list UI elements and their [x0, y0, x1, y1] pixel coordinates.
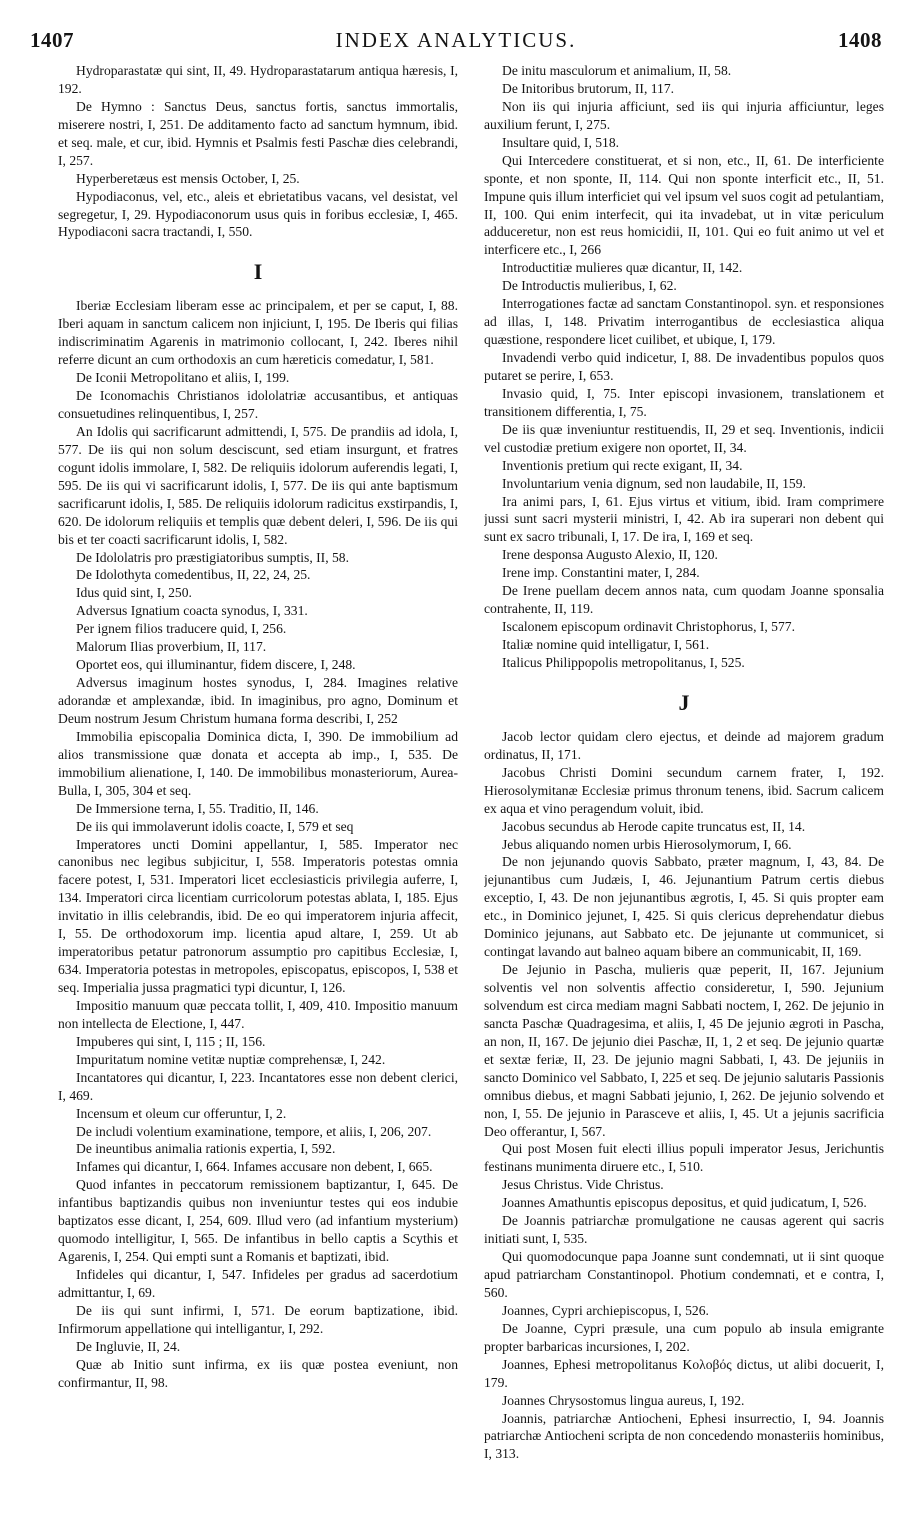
- index-entry: Jebus aliquando nomen urbis Hierosolymorum, I, 66.: [502, 836, 792, 852]
- index-entry: Imperatores uncti Domini appellantur, I, 585. Imperator nec canonibus nec legibus subjicitur, I, 558. Imperatoris potestas omnia facere potest, I, 531. Imperatori licet ecclesiasticis privilegia auferre, I, 134. Imperatori circa licentiam curricolorum potestas ablata, I, 185. Ejus invitatio in illis celebrandis, ibid. De eo qui imperatorem injuria affecit, I, 55. De orthodoxorum imp. licentia apud altare, I, 259. Ut ab imperatoribus petatur patronorum assumptio pro capitibus Ecclesiæ, I, 634. Imperatoria potestas in metropoles, episcopatus, episcopos, I, 538 et seq. Imperialia jussa pragmatici typi dicuntur, I, 126.: [58, 836, 458, 995]
- index-entry: Irene desponsa Augusto Alexio, II, 120.: [502, 547, 718, 563]
- right-column: [484, 62, 884, 1520]
- index-entry: De Introductis mulieribus, I, 62.: [502, 278, 677, 294]
- left-column: [58, 62, 458, 1520]
- index-entry: De Jejunio in Pascha, mulieris quæ peperit, II, 167. Jejunium solventis vel non solventis affectio consideretur, I, 590. Jejunium solvendum est circa mediam magni Sabbati noctem, I, 262. De jejunio in sancta Paschæ Quadragesima, et aliis, I, 45 De jejunio ægroti in Pascha, an non, II, 167. De jejunio diei Paschæ, II, 1, 2 et seq. De jejunio quartæ et sextæ feriæ, II, 23. De jejunio magni Sabbati, I, 43. De jejuniis in sancto Dominico vel Sabbato, I, 225 et seq. De jejunio salutaris Passionis omnibus diebus, et magni Sabbati jejunio, I, 262. De jejunio solvendo et non, I, 55. De jejunio in Parasceve et aliis, I, 45. Ut a jejunis sacrificia Deo offerantur, I, 567.: [484, 962, 884, 1139]
- right-page-number: 1408: [838, 28, 882, 52]
- index-entry: Italiæ nomine quid intelligatur, I, 561.: [502, 637, 710, 652]
- index-entry: Quod infantes in peccatorum remissionem baptizantur, I, 645. De infantibus baptizandis quibus non inveniuntur testes qui eos indubie baptizatos esse dicant, I, 254, 609. Illud vero (ad infantium mysterium) quomodo intelligitur, I, 565. De infantibus in bello captis a Scythis et Agarenis, I, 254. Qui empti sunt a Romanis et baptizati, ibid.: [58, 1177, 458, 1265]
- index-entry: Hyperberetæus est mensis October, I, 25.: [76, 170, 300, 186]
- index-entry: De Initoribus brutorum, II, 117.: [502, 80, 675, 96]
- index-entry: Infames qui dicantur, I, 664. Infames accusare non debent, I, 665.: [76, 1159, 433, 1175]
- index-entry: Qui quomodocunque papa Joanne sunt condemnati, ut ii sint quoque apud patriarcham Constantinopol. Photium condemnati, et e contra, I, 560.: [484, 1249, 884, 1300]
- index-entry: Ira animi pars, I, 61. Ejus virtus et vitium, ibid. Iram comprimere jussi sunt sacri mysterii ministri, I, 42. Ab ira superari non debent qui sunt ex sacro tribunali, I, 17. De ira, I, 169 et seq.: [484, 493, 884, 545]
- index-entry: Iscalonem episcopum ordinavit Christophorus, I, 577.: [502, 619, 795, 635]
- index-entry: Per ignem filios traducere quid, I, 256.: [76, 621, 287, 637]
- index-entry: De initu masculorum et animalium, II, 58.: [502, 63, 732, 78]
- index-entry: Quæ ab Initio sunt infirma, ex iis quæ postea eveniunt, non confirmantur, II, 98.: [58, 1356, 458, 1390]
- index-entry: De Irene puellam decem annos nata, cum quodam Joanne sponsalia contrahente, II, 119.: [484, 583, 884, 617]
- index-entry: Irene imp. Constantini mater, I, 284.: [502, 565, 700, 581]
- index-entry: Introductitiæ mulieres quæ dicantur, II, 142.: [502, 260, 743, 276]
- index-entry: Oportet eos, qui illuminantur, fidem discere, I, 248.: [76, 657, 356, 673]
- index-entry: Insultare quid, I, 518.: [502, 134, 620, 150]
- index-entry: De Joanne, Cypri præsule, una cum populo ab insula emigrante propter barbaricas incursiones, I, 202.: [484, 1320, 884, 1354]
- index-entry: Inventionis pretium qui recte exigant, II, 34.: [502, 457, 743, 473]
- index-entry: De non jejunando quovis Sabbato, præter magnum, I, 43, 84. De jejunantibus cum Judæis, I, 46. Jejunantium Patrum certis diebus exceptio, I, 43. De non jejunantibus ægrotis, I, 45. Si quis propter eam etc., in Dominico jejunet, I, 425. Si quis clericus deprehendatur diebus Dominico jejunans, aut Sabbato etc. De jejunante ut communicet, si contingat lavando aut balneo aquam bibere an communicabit, II, 169.: [484, 854, 884, 960]
- index-entry: Impuritatum nomine vetitæ nuptiæ comprehensæ, I, 242.: [76, 1051, 386, 1067]
- index-entry: De iis qui immolaverunt idolis coacte, I, 579 et seq: [76, 818, 354, 834]
- index-entry: Adversus Ignatium coacta synodus, I, 331.: [76, 603, 308, 619]
- index-entry: De Ingluvie, II, 24.: [76, 1338, 181, 1354]
- index-entry: Joannes, Ephesi metropolitanus Κολοβός dictus, ut alibi docuerit, I, 179.: [484, 1356, 884, 1390]
- section-letter: I: [253, 259, 263, 285]
- index-entry: Incantatores qui dicantur, I, 223. Incantatores esse non debent clerici, I, 469.: [58, 1069, 458, 1103]
- index-entry: Malorum Ilias proverbium, II, 117.: [76, 639, 267, 655]
- two-column-body: [58, 62, 884, 1520]
- page-header: [30, 28, 882, 58]
- index-entry: De Hymno : Sanctus Deus, sanctus fortis, sanctus immortalis, miserere nostri, I, 251. De additamento facto ad sanctum hymnum, ibid. et seq. male, et cur, ibid. Hymnis et Psalmis festi Paschæ dies celebrandi, I, 257.: [58, 98, 458, 168]
- section-letter: J: [678, 689, 690, 715]
- index-entry: Joannes, Cypri archiepiscopus, I, 526.: [502, 1302, 709, 1318]
- running-title: INDEX ANALYTICUS.: [335, 28, 577, 52]
- index-entry: Hypodiaconus, vel, etc., aleis et ebrietatibus vacans, vel desistat, vel segregetur, I, 29. Hypodiaconorum usus quis in foribus ecclesiæ, I, 465. Hypodiaconi sacra tractandi, I, 550.: [58, 188, 458, 240]
- index-entry: Qui Intercedere constituerat, et si non, etc., II, 61. De interficiente sponte, et non sponte, II, 114. Qui non sponte interficit etc., II, 51. Impune quis illum interficiet qui vel ipsum vel suos cogit ad petulantiam, II, 100. Qui enim interfecit, qui ita invadebat, ut in vitæ periculum adduceretur, non est reus homicidii, II, 101. Qui eo fuit animo ut vel et interficere etc., I, 266: [484, 152, 884, 258]
- index-entry: Adversus imaginum hostes synodus, I, 284. Imagines relative adorandæ et amplexandæ, ibid. In imaginibus, pro agno, Dominum et Deum nostrum Jesum Christum humana forma describi, I, 252: [58, 675, 458, 726]
- index-entry: De iis quæ inveniuntur restituendis, II, 29 et seq. Inventionis, indicii vel custodiæ pretium exigere non oportet, II, 34.: [484, 421, 884, 455]
- index-entry: Idus quid sint, I, 250.: [76, 585, 192, 601]
- index-entry: Jacobus Christi Domini secundum carnem frater, I, 192. Hierosolymitanæ Ecclesiæ primus thronum tenens, ibid. Sacrum calicem ex aqua et vino peragendum voluit, ibid.: [484, 764, 884, 816]
- index-entry: Immobilia episcopalia Dominica dicta, I, 390. De immobilium ad alios transmissione quæ donata et accepta ab imp., I, 535. De immobilium alienatione, I, 140. De immobilibus monasteriorum, Aurea-Bulla, I, 305, 304 et seq.: [58, 728, 458, 798]
- index-entry: Italicus Philippopolis metropolitanus, I, 525.: [502, 654, 745, 670]
- index-entry: De Iconomachis Christianos idololatriæ accusantibus, et antiquas consuetudines relinquentibus, I, 257.: [58, 388, 458, 421]
- index-entry: Impuberes qui sint, I, 115 ; II, 156.: [76, 1033, 266, 1049]
- index-entry: Invadendi verbo quid indicetur, I, 88. De invadentibus populos quos putaret se perire, I, 653.: [484, 350, 884, 383]
- index-entry: Hydroparastatæ qui sint, II, 49. Hydroparastatarum antiqua hæresis, I, 192.: [58, 63, 458, 96]
- index-entry: De Iconii Metropolitano et aliis, I, 199.: [76, 370, 290, 386]
- index-entry: Impositio manuum quæ peccata tollit, I, 409, 410. Impositio manuum non intellecta de Electione, I, 447.: [58, 997, 458, 1031]
- index-entry: An Idolis qui sacrificarunt admittendi, I, 575. De prandiis ad idola, I, 577. De iis qui non solum desciscunt, sed etiam insurgunt, et fratres cogunt idolis immolare, I, 582. De reliquiis idolorum auferendis legati, I, 595. De iis qui vi sacrificarunt idolis, I, 577. De iis qui ante baptismum sacrificarunt idolis, I, 585. De reliquiis idolorum radicitus exstirpandis, I, 620. De idolorum reliquiis et templis quæ debent deleri, I, 596. De iis qui bis et ter coacti sacrificarunt idolis, I, 582.: [58, 423, 458, 547]
- index-entry: Jacob lector quidam clero ejectus, et deinde ad majorem gradum ordinatus, II, 171.: [484, 728, 884, 762]
- index-entry: Infideles qui dicantur, I, 547. Infideles per gradus ad sacerdotium admittantur, I, 69.: [58, 1267, 458, 1300]
- index-entry: Involuntarium venia dignum, sed non laudabile, II, 159.: [502, 475, 806, 491]
- left-page-number: 1407: [30, 28, 74, 52]
- index-entry: Non iis qui injuria afficiunt, sed iis qui injuria afficiuntur, leges auxilium ferunt, I, 275.: [484, 98, 884, 132]
- index-entry: De Immersione terna, I, 55. Traditio, II, 146.: [76, 800, 319, 816]
- index-entry: Joannes Chrysostomus lingua aureus, I, 192.: [502, 1392, 745, 1408]
- index-entry: Joannis, patriarchæ Antiocheni, Ephesi insurrectio, I, 94. Joannis patriarchæ Antiocheni scripta de non concedendo monasteriis hominibus, I, 313.: [484, 1410, 884, 1462]
- index-entry: Qui post Mosen fuit electi illius populi imperator Jesus, Jerichuntis festinans munimenta diruere etc., I, 510.: [484, 1141, 884, 1175]
- index-entry: De Idololatris pro præstigiatoribus sumptis, II, 58.: [76, 549, 349, 565]
- index-entry: Jacobus secundus ab Herode capite truncatus est, II, 14.: [502, 818, 806, 834]
- index-entry: Joannes Amathuntis episcopus depositus, et quid judicatum, I, 526.: [502, 1195, 867, 1211]
- index-entry: Invasio quid, I, 75. Inter episcopi invasionem, translationem et transitionem differentia, I, 75.: [484, 385, 884, 419]
- index-entry: Incensum et oleum cur offeruntur, I, 2.: [76, 1105, 287, 1121]
- index-entry: Jesus Christus. Vide Christus.: [502, 1177, 664, 1193]
- index-entry: De includi volentium examinatione, tempore, et aliis, I, 206, 207.: [76, 1123, 432, 1139]
- index-entry: De Idolothyta comedentibus, II, 22, 24, 25.: [76, 567, 311, 583]
- index-entry: De iis qui sunt infirmi, I, 571. De eorum baptizatione, ibid. Infirmorum appellatione qui intelligantur, I, 292.: [58, 1302, 458, 1336]
- index-entry: De Joannis patriarchæ promulgatione ne causas agerent qui sacris initiati sunt, I, 535.: [484, 1213, 884, 1247]
- index-entry: Iberiæ Ecclesiam liberam esse ac principalem, et per se caput, I, 88. Iberi aquam in sanctum calicem non injiciunt, I, 195. De Iberis qui filias indiscriminatim Agarenis in matrimonio collocant, I, 242. Iberes nihil referre dicunt an cum orthodoxis an cum hæreticis comedatur, I, 581.: [58, 298, 458, 368]
- index-entry: De ineuntibus animalia rationis expertia, I, 592.: [76, 1141, 336, 1157]
- index-entry: Interrogationes factæ ad sanctam Constantinopol. syn. et responsiones ad illas, I, 148. Privatim interrogantibus de ecclesiastica aliqua quæstione, respondere licet cuilibet, et ubique, I, 179.: [484, 296, 884, 348]
